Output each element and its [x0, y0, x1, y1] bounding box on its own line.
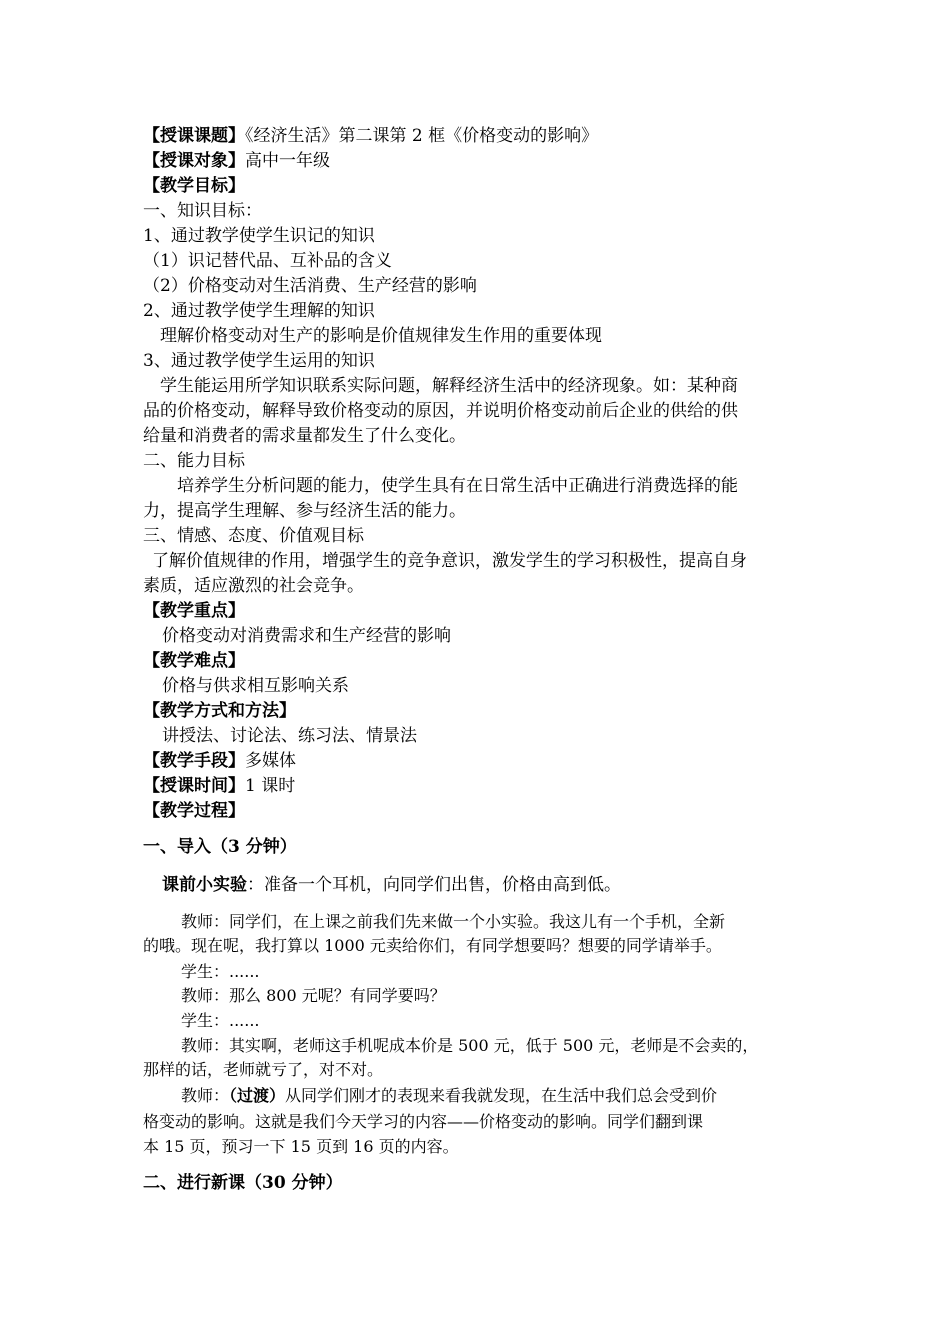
means-line	[143, 749, 823, 773]
experiment-line	[162, 873, 842, 897]
experiment-label: 课前小实验	[162, 875, 247, 895]
dialogue-6-rest: 从同学们刚才的表现来看我就发现，在生活中我们总会受到价	[285, 1086, 718, 1105]
knowledge-item-1: 1、通过教学使学生识记的知识	[143, 226, 375, 246]
dialogue-5-line2: 那样的话，老师就亏了，对不对。	[143, 1060, 384, 1079]
knowledge-item-3a-line2: 品的价格变动，解释导致价格变动的原因，并说明价格变动前后企业的供给的供	[143, 401, 738, 421]
dialogue-4: 学生：......	[181, 1011, 260, 1030]
dialogue-3: 教师：那么 800 元呢？有同学要吗？	[181, 986, 446, 1005]
means-value: 多媒体	[245, 751, 296, 771]
dialogue-6-line2: 格变动的影响。这就是我们今天学习的内容——价格变动的影响。同学们翻到课	[143, 1112, 704, 1131]
time-label: 【授课时间】	[143, 776, 245, 796]
emotion-title: 三、情感、态度、价值观目标	[143, 526, 364, 546]
focus-value: 价格变动对消费需求和生产经营的影响	[162, 626, 451, 646]
knowledge-item-3: 3、通过教学使学生运用的知识	[143, 351, 375, 371]
experiment-text: ：准备一个耳机，向同学们出售，价格由高到低。	[247, 875, 621, 895]
knowledge-item-3a-line3: 给量和消费者的需求量都发生了什么变化。	[143, 426, 466, 446]
object-value: 高中一年级	[245, 151, 330, 171]
new-lesson-title: 二、进行新课（30 分钟）	[143, 1173, 343, 1193]
dialogue-6-prefix: 教师：	[181, 1086, 230, 1105]
topic-label: 【授课课题】	[143, 126, 245, 146]
dialogue-2: 学生：......	[181, 962, 260, 981]
difficulty-heading: 【教学难点】	[143, 651, 245, 671]
topic-line	[143, 124, 823, 148]
dialogue-6-bold: （过渡）	[229, 1086, 286, 1105]
emotion-line2: 素质，适应激烈的社会竞争。	[143, 576, 364, 596]
topic-value: 《经济生活》第二课第 2 框《价格变动的影响》	[245, 126, 599, 146]
dialogue-6-line3: 本 15 页，预习一下 15 页到 16 页的内容。	[143, 1137, 459, 1156]
knowledge-item-2a: 理解价格变动对生产的影响是价值规律发生作用的重要体现	[160, 326, 602, 346]
means-label: 【教学手段】	[143, 751, 245, 771]
dialogue-1-line2: 的哦。现在呢，我打算以 1000 元卖给你们，有同学想要吗？想要的同学请举手。	[143, 936, 722, 955]
object-line	[143, 149, 823, 173]
difficulty-value: 价格与供求相互影响关系	[162, 676, 349, 696]
method-heading: 【教学方式和方法】	[143, 701, 296, 721]
method-value: 讲授法、讨论法、练习法、情景法	[162, 726, 417, 746]
knowledge-item-2: 2、通过教学使学生理解的知识	[143, 301, 375, 321]
dialogue-6-line1	[181, 1084, 861, 1108]
ability-line2: 力，提高学生理解、参与经济生活的能力。	[143, 501, 466, 521]
emotion-line1: 了解价值规律的作用，增强学生的竞争意识，激发学生的学习积极性，提高自身	[152, 551, 747, 571]
knowledge-item-1a: （1）识记替代品、互补品的含义	[143, 251, 392, 271]
object-label: 【授课对象】	[143, 151, 245, 171]
time-value: 1 课时	[245, 776, 296, 796]
knowledge-item-3a-line1: 学生能运用所学知识联系实际问题，解释经济生活中的经济现象。如：某种商	[160, 376, 738, 396]
time-line	[143, 774, 823, 798]
knowledge-title: 一、知识目标：	[143, 201, 262, 221]
focus-heading: 【教学重点】	[143, 601, 245, 621]
process-heading: 【教学过程】	[143, 801, 245, 821]
ability-title: 二、能力目标	[143, 451, 245, 471]
dialogue-5-line1: 教师：其实啊，老师这手机呢成本价是 500 元，低于 500 元，老师是不会卖的，	[181, 1036, 759, 1055]
dialogue-1-line1: 教师：同学们，在上课之前我们先来做一个小实验。我这儿有一个手机，全新	[181, 912, 726, 931]
ability-line1: 培养学生分析问题的能力，使学生具有在日常生活中正确进行消费选择的能	[177, 476, 738, 496]
intro-title: 一、导入（3 分钟）	[143, 837, 297, 857]
knowledge-item-1b: （2）价格变动对生活消费、生产经营的影响	[143, 276, 477, 296]
goals-heading: 【教学目标】	[143, 176, 245, 196]
